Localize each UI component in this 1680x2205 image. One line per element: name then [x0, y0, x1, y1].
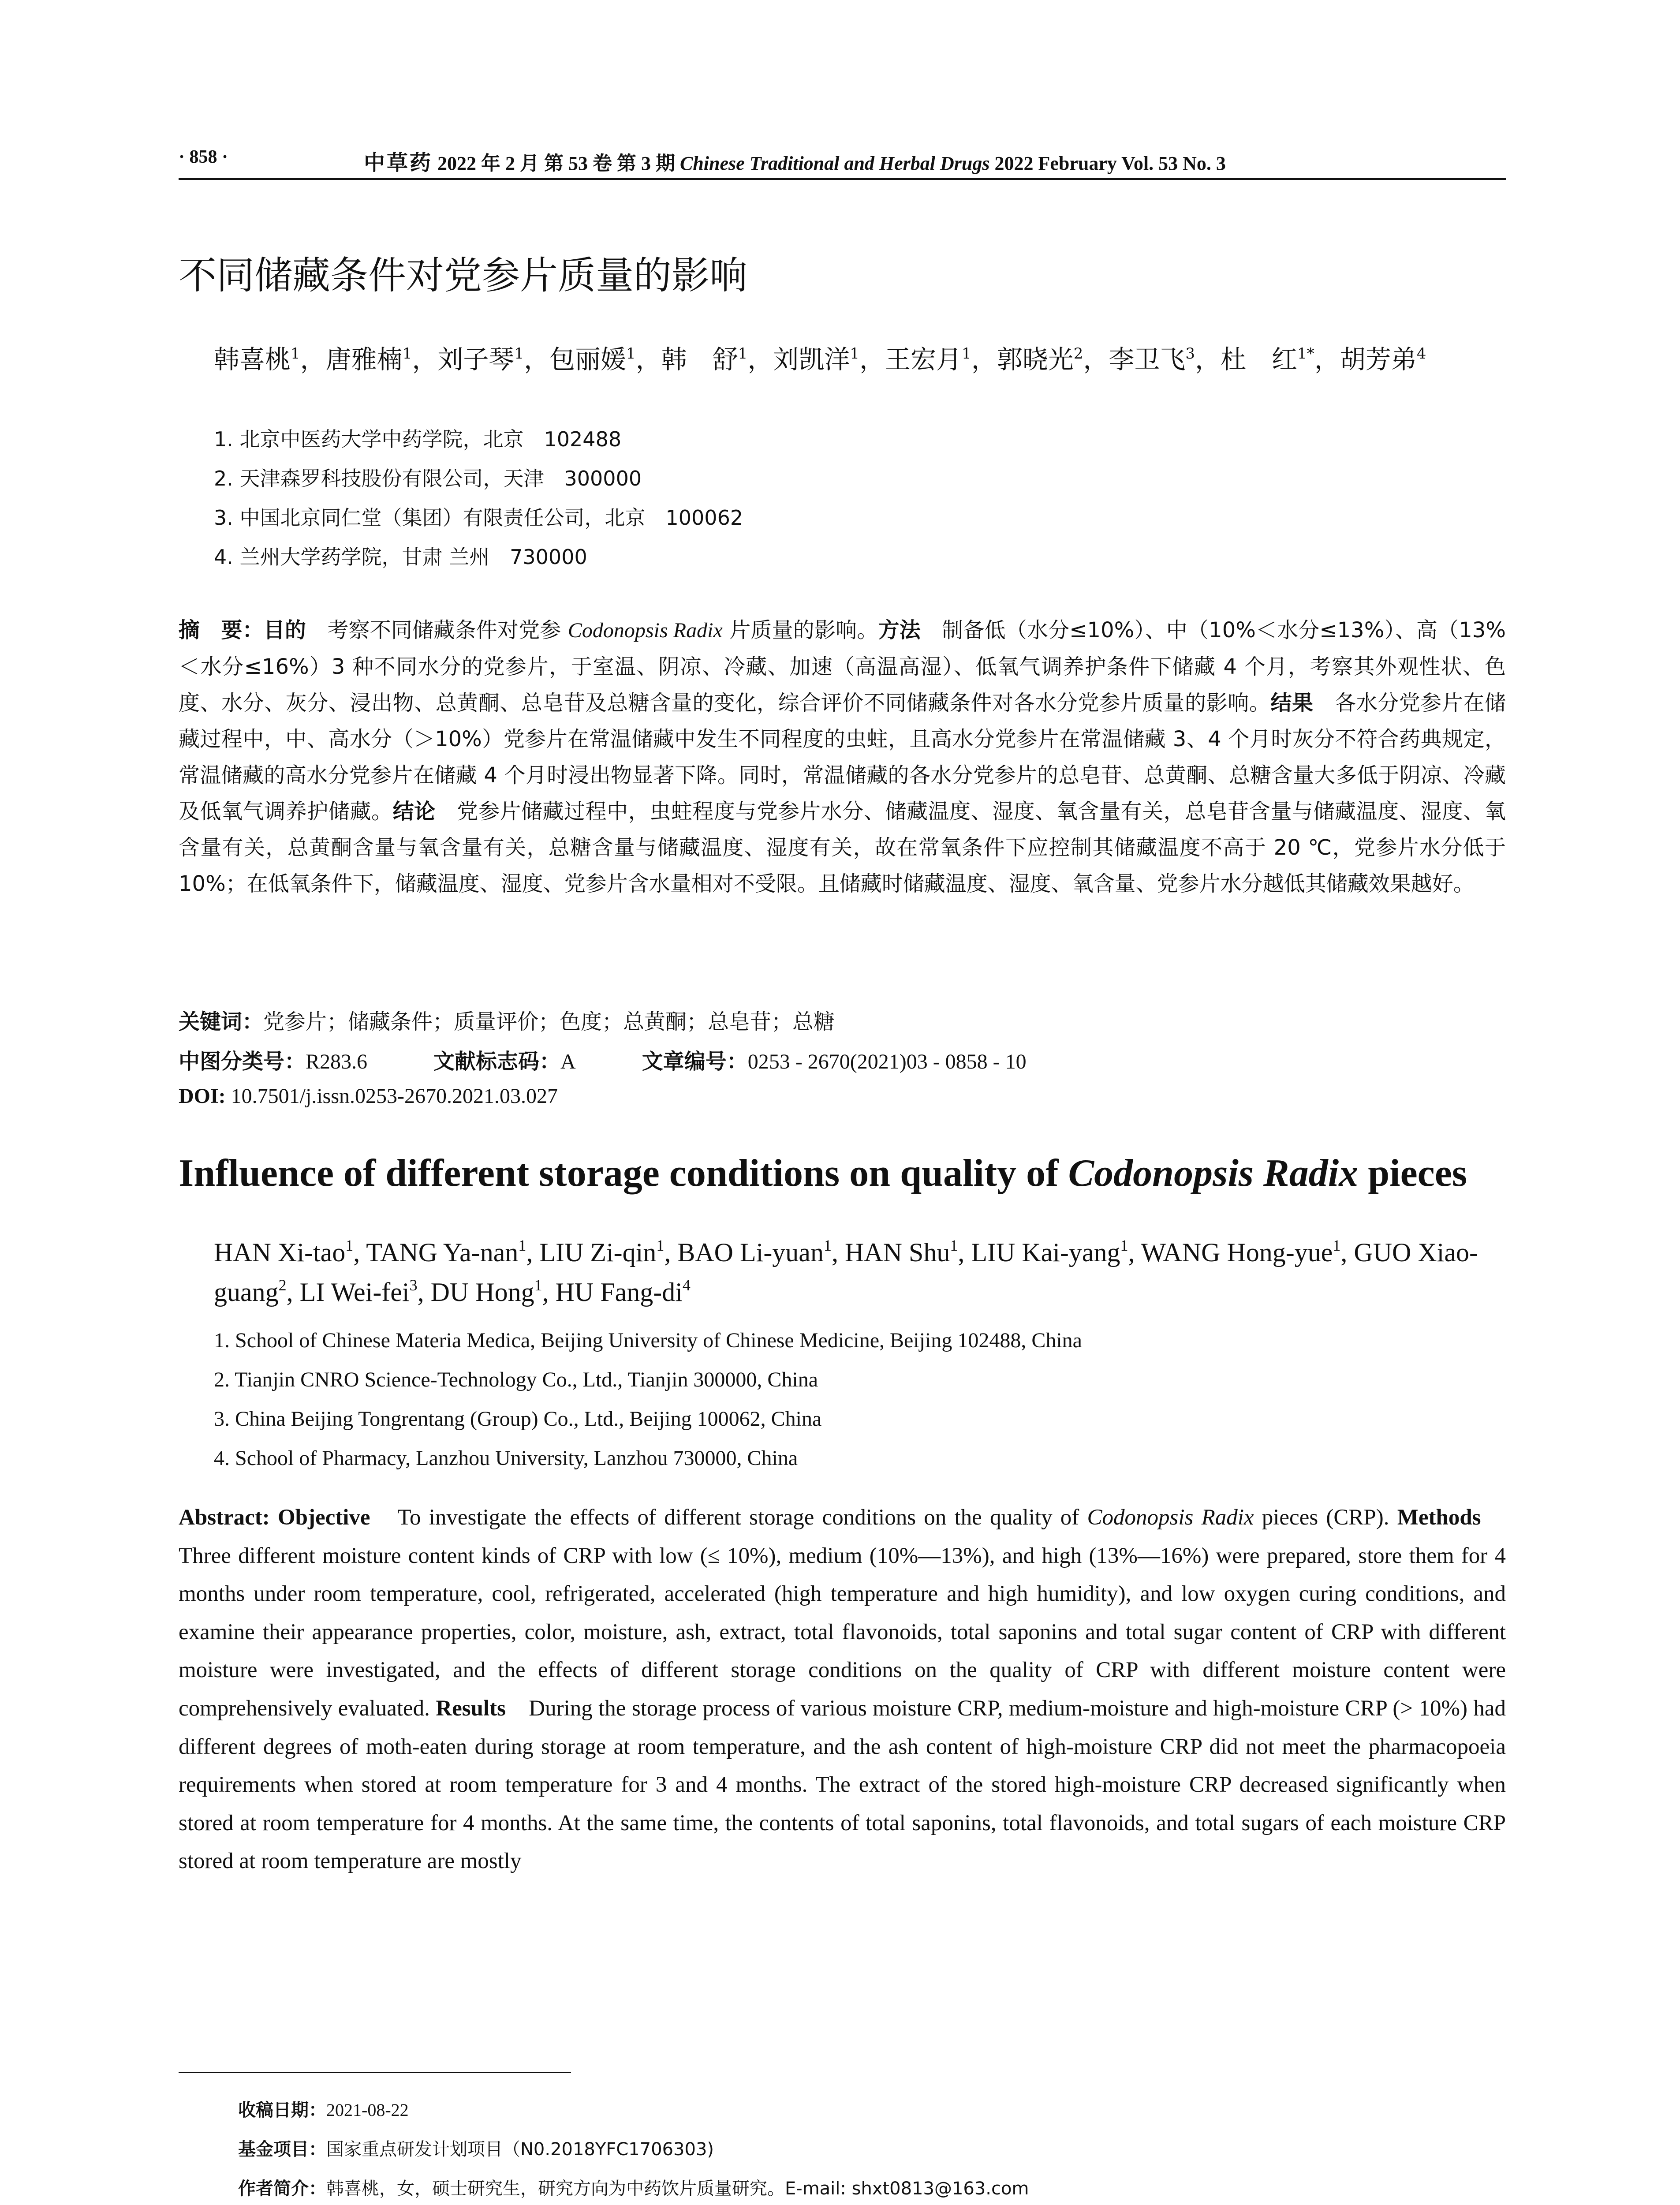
author-en: GUO Xiao-guang$^2$,	[214, 1238, 1478, 1307]
author-cn: 韩喜桃$^1$，	[214, 344, 326, 374]
methods-text: Three different moisture content kinds of CRP with low (≤ 10%), medium (10%—13%), and high (13%—16%) were prepared, store them for 4 months under room temperature, cool, refrigerated, accelerated (high temperature and high humidity), and low oxygen curing conditions, and examine their appearance properties, color, moisture, ash, extract, total flavonoids, total saponins and total sugar content of CRP with different moisture were investigated, and the effects of different storage conditions on the quality of CRP with different moisture content were comprehensively evaluated.	[179, 1505, 1506, 1721]
author-en: TANG Ya-nan$^1$,	[366, 1237, 540, 1267]
methods-label: 方法	[878, 618, 921, 643]
author-cn: 唐雅楠$^1$，	[325, 344, 438, 374]
footnote-divider	[179, 2072, 571, 2073]
objective-text: 片质量的影响。	[722, 618, 878, 643]
affiliation-item: 3. 中国北京同仁堂（集团）有限责任公司，北京 100062	[214, 506, 743, 530]
footnote-received: 收稿日期：2021-08-22	[238, 2100, 409, 2120]
doc-code-label: 文献标志码：	[433, 1049, 561, 1074]
author-cn: 韩 舒$^1$，	[661, 344, 773, 374]
article-title-en: Influence of different storage conditions on quality of Codonopsis Radix pieces	[179, 1152, 1467, 1195]
affiliation-item: 1. School of Chinese Materia Medica, Beijing University of Chinese Medicine, Beijing 102488, China	[214, 1329, 1082, 1352]
objective-label: 目的	[263, 618, 306, 643]
results-text: During the storage process of various moisture CRP, medium-moisture and high-moisture CRP (> 10%) had different degrees of moth-eaten during storage at room temperature, and the ash content of high-moisture CRP did not meet the pharmacopoeia requirements when stored at room temperature for 3 and 4 months. The extract of the stored high-moisture CRP decreased significantly when stored at room temperature for 4 months. At the same time, the contents of total saponins, total flavonoids, and total sugars of each moisture CRP stored at room temperature are mostly	[179, 1696, 1506, 1874]
results-text: 各水分党参片在储藏过程中，中、高水分（＞10%）党参片在常温储藏中发生不同程度的虫蛀，且高水分党参片在常温储藏 3、4 个月时灰分不符合药典规定，常温储藏的高水分党参片在储藏 4 个月时浸出物显著下降。同时，常温储藏的各水分党参片的总皂苷、总黄酮、总糖含量大多低于阴凉、冷藏及低氧气调养护储藏。	[179, 691, 1506, 824]
latin-name: Codonopsis Radix	[1087, 1505, 1254, 1530]
objective-text: To investigate the effects of different storage conditions on the quality of	[370, 1505, 1087, 1530]
author-en: BAO Li-yuan$^1$,	[677, 1237, 845, 1267]
article-no-label: 文章编号：	[642, 1049, 748, 1074]
doc-code-value: A	[560, 1050, 576, 1073]
affiliation-item: 1. 北京中医药大学中药学院，北京 102488	[214, 427, 622, 451]
article-title-cn: 不同储藏条件对党参片质量的影响	[179, 254, 747, 298]
journal-name-en: Chinese Traditional and Herbal Drugs	[680, 153, 990, 174]
affiliation-item: 2. 天津森罗科技股份有限公司，天津 300000	[214, 467, 642, 490]
affiliation-list-en	[214, 1321, 1493, 1478]
affiliation-item: 2. Tianjin CNRO Science-Technology Co., Ltd., Tianjin 300000, China	[214, 1368, 818, 1391]
author-en: HU Fang-$di^4$	[555, 1276, 691, 1307]
footnotes	[238, 2090, 1508, 2205]
author-list-en	[214, 1233, 1506, 1312]
abstract-objective-label: Abstract: Objective	[179, 1505, 370, 1530]
affiliation-item: 4. School of Pharmacy, Lanzhou University, Lanzhou 730000, China	[214, 1446, 798, 1470]
results-label: Results	[436, 1696, 506, 1721]
journal-citation	[364, 146, 1226, 176]
methods-text: 制备低（水分≤10%）、中（10%＜水分≤13%）、高（13%＜水分≤16%）3 种不同水分的党参片，于室温、阴凉、冷藏、加速（高温高湿）、低氧气调养护条件下储藏 4 个月，考察其外观性状、色度、水分、灰分、浸出物、总黄酮、总皂苷及总糖含量的变化，综合评价不同储藏条件对各水分党参片质量的影响。	[179, 618, 1506, 715]
author-cn: 杜 红$^{1*}$，	[1221, 344, 1340, 374]
footnote-author-bio: 作者简介：韩喜桃，女，硕士研究生，研究方向为中药饮片质量研究。E-mail: shxt0813@163.com	[238, 2179, 1029, 2199]
doi-line	[179, 1084, 558, 1108]
issue-en: 2022 February Vol. 53 No. 3	[989, 153, 1226, 174]
affiliation-list-cn	[214, 420, 1493, 577]
clc-label: 中图分类号：	[179, 1049, 306, 1074]
abstract-cn	[179, 612, 1506, 902]
author-list-cn	[214, 340, 1506, 379]
author-en: HAN Xi-tao$^1$,	[214, 1237, 366, 1267]
affiliation-item: 3. China Beijing Tongrentang (Group) Co., Ltd., Beijing 100062, China	[214, 1407, 822, 1431]
issue-cn: 2022 年 2 月 第 53 卷 第 3 期	[433, 153, 680, 174]
objective-text: 考察不同储藏条件对党参	[306, 618, 568, 643]
author-en: LIU Kai-yang$^1$,	[971, 1237, 1141, 1267]
author-en: LI Wei-fei$^3$,	[299, 1276, 431, 1307]
journal-name-cn: 中草药	[364, 151, 433, 175]
author-cn: 刘子琴$^1$，	[437, 344, 550, 374]
latin-name: Codonopsis Radix	[567, 619, 723, 642]
classification-line	[179, 1044, 1027, 1075]
author-en: WANG Hong-yue$^1$,	[1141, 1237, 1354, 1267]
conclusion-label: 结论	[392, 799, 436, 824]
footnote-funding: 基金项目：国家重点研发计划项目（N0.2018YFC1706303)	[238, 2139, 714, 2160]
affiliation-item: 4. 兰州大学药学院，甘肃 兰州 730000	[214, 545, 587, 569]
doi-label: DOI:	[179, 1084, 226, 1108]
article-no-value: 0253 - 2670(2021)03 - 0858 - 10	[747, 1050, 1027, 1073]
keywords-text: 党参片；储藏条件；质量评价；色度；总黄酮；总皂苷；总糖	[263, 1009, 835, 1034]
abstract-label: 摘 要：	[179, 618, 264, 643]
author-en: LIU Zi-qin$^1$,	[539, 1237, 678, 1267]
author-cn: 王宏月$^1$，	[885, 344, 997, 374]
clc-value: R283.6	[306, 1050, 368, 1073]
results-label: 结果	[1270, 691, 1314, 715]
keywords-label: 关键词：	[179, 1009, 264, 1034]
author-en: DU Hong$^1$,	[430, 1276, 556, 1307]
author-cn: 包丽媛$^1$，	[549, 344, 661, 374]
running-header	[179, 142, 1506, 180]
methods-label: Methods	[1397, 1505, 1481, 1530]
author-cn: 刘凯洋$^1$，	[773, 344, 885, 374]
keywords-line	[179, 1005, 835, 1035]
page-number: · 858 ·	[179, 147, 228, 167]
author-cn: 郭晓光$^2$，	[997, 344, 1109, 374]
abstract-en	[179, 1499, 1506, 1880]
conclusion-text: 党参片储藏过程中，虫蛀程度与党参片水分、储藏温度、湿度、氧含量有关，总皂苷含量与储藏温度、湿度、氧含量有关，总黄酮含量与氧含量有关，总糖含量与储藏温度、湿度有关，故在常氧条件下应控制其储藏温度不高于 20 ℃，党参片水分低于 10%；在低氧条件下，储藏温度、湿度、党参片含水量相对不受限。且储藏时储藏温度、湿度、氧含量、党参片水分越低其储藏效果越好。	[179, 799, 1506, 896]
author-cn: 胡芳弟$^4$	[1340, 344, 1426, 374]
objective-text: pieces (CRP).	[1254, 1505, 1397, 1530]
author-cn: 李卫飞$^3$，	[1109, 344, 1221, 374]
doi-value[interactable]: 10.7501/j.issn.0253-2670.2021.03.027	[225, 1084, 558, 1108]
author-en: HAN Shu$^1$,	[844, 1237, 971, 1267]
